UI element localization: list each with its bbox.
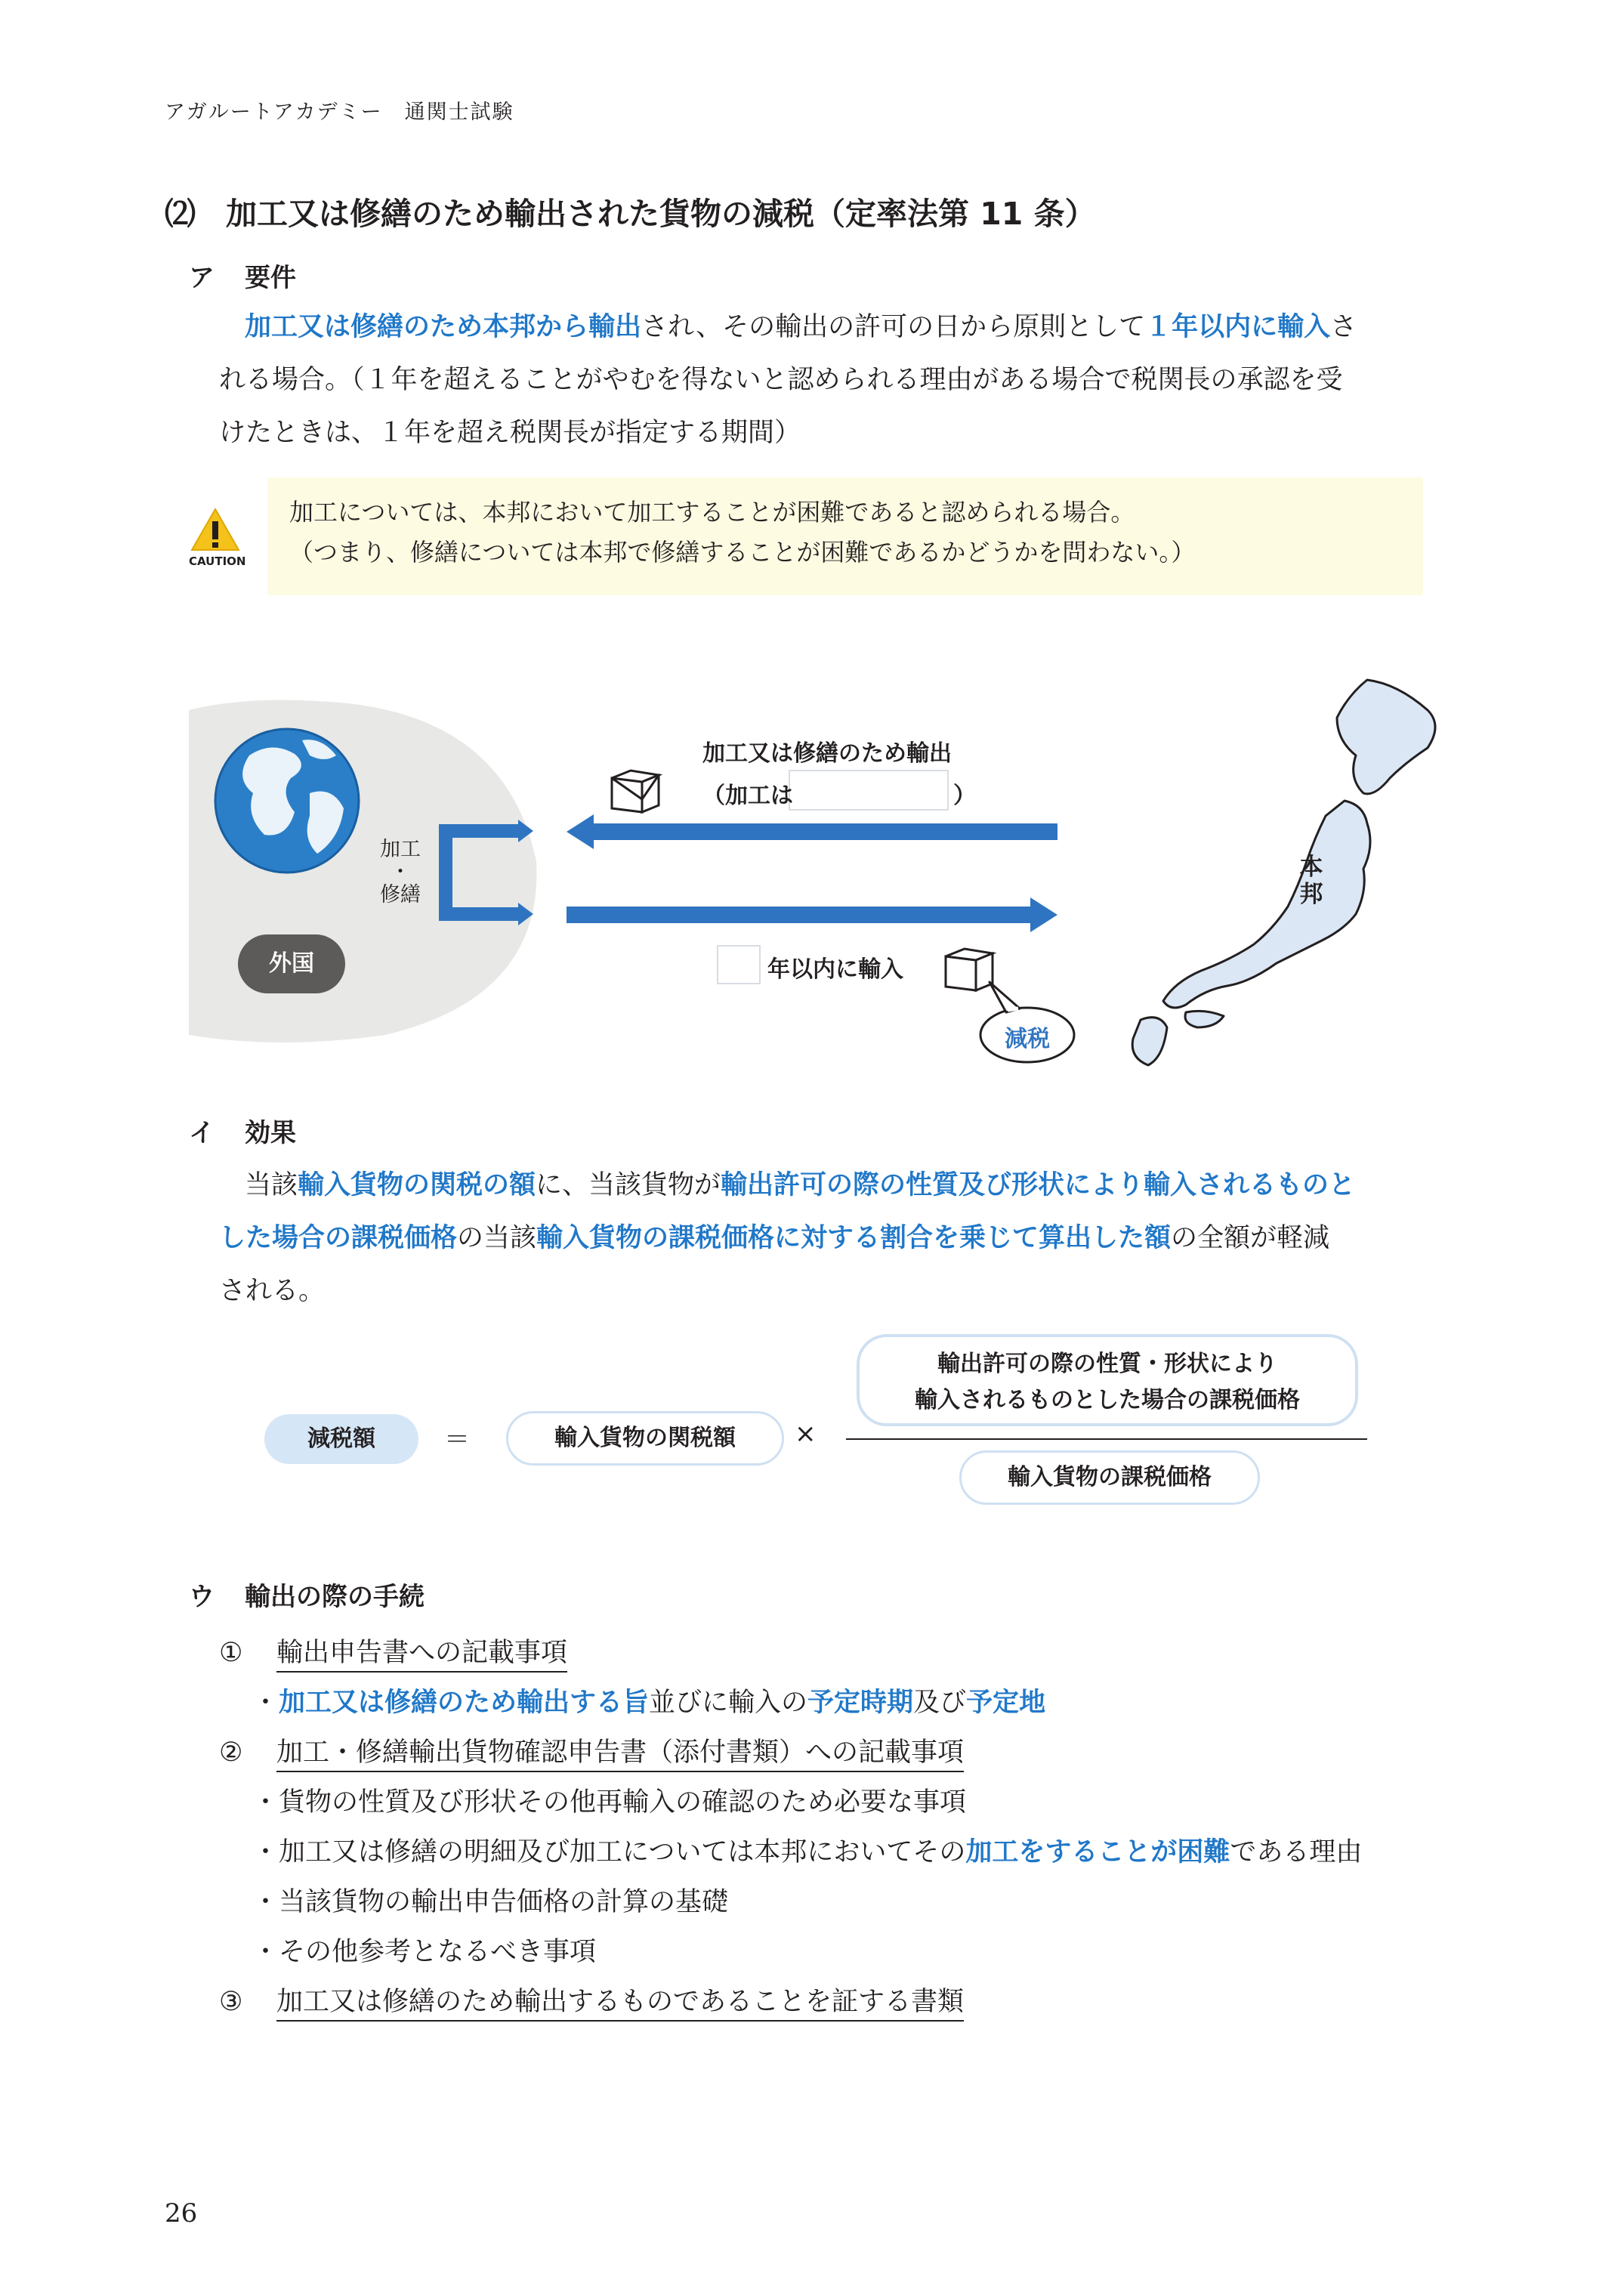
highlight-text: １年以内に輸入 (1145, 312, 1331, 342)
body-text: の全額が軽減 (1171, 1223, 1330, 1253)
kakou-suffix-label: ） (953, 783, 976, 809)
bullet: ・ (252, 1937, 279, 1967)
body-text: さ (1330, 312, 1357, 342)
list-title: 輸出申告書への記載事項 (276, 1638, 567, 1673)
bullet: ・ (252, 1688, 279, 1718)
highlight-text: 輸入貨物の課税価格に対する割合を乗じて算出した額 (536, 1223, 1172, 1253)
process-label-top: 加工 (380, 838, 421, 861)
bullet: ・ (252, 1787, 279, 1818)
subsection-b-title: 効果 (245, 1118, 296, 1148)
body-text: 並びに輸入の (649, 1688, 808, 1718)
bullet: ・ (252, 1837, 279, 1867)
body-text: 当該貨物の輸出申告価格の計算の基礎 (279, 1887, 729, 1917)
body-text: に、当該貨物が (536, 1170, 721, 1200)
body-text: けたときは、１年を超え税関長が指定する期間） (219, 418, 801, 448)
caution-icon-label: CAUTION (189, 554, 246, 568)
list-item (219, 1632, 567, 1670)
body-text: され、その輸出の許可の日から原則として (641, 312, 1146, 342)
highlight-text: 加工又は修繕のため本邦から輸出 (245, 312, 642, 342)
highlight-text: 加工をすることが困難 (965, 1837, 1230, 1867)
list-subitem (252, 1831, 1362, 1869)
body-text: の当該 (457, 1223, 537, 1253)
body-text: である理由 (1230, 1837, 1363, 1867)
caution-line: （つまり、修繕については本邦で修繕することが困難であるかどうかを問わない。） (289, 538, 1196, 567)
export-label: 加工又は修繕のため輸出 (702, 740, 952, 767)
formula-denominator: 輸入貨物の課税価格 (959, 1450, 1260, 1505)
highlight-text: 加工又は修繕のため輸出する旨 (279, 1688, 650, 1718)
highlight-text: 輸出許可の際の性質及び形状により輸入されるものと (721, 1170, 1356, 1200)
list-subitem (252, 1931, 596, 1969)
body-text: れる場合。（１年を超えることがやむを得ないと認められる理由がある場合で税関長の承認を受 (219, 365, 1343, 395)
highlight-text: した場合の課税価格 (219, 1223, 458, 1253)
highlight-text: 予定地 (966, 1688, 1046, 1718)
body-text: 当該 (245, 1170, 298, 1200)
fraction-bar (846, 1438, 1367, 1440)
caution-icon (189, 508, 246, 573)
genzei-bubble-text: 減税 (1005, 1026, 1050, 1052)
subsection-c-title: 輸出の際の手続 (245, 1582, 425, 1612)
honpo-label (1296, 854, 1326, 908)
subsection-c-heading (189, 1576, 425, 1613)
formula-numerator (857, 1334, 1358, 1426)
list-subitem (252, 1682, 1045, 1719)
list-subitem (252, 1781, 966, 1819)
list-number: ② (219, 1737, 243, 1768)
body-text: される。 (219, 1276, 326, 1306)
kakou-prefix-label: （加工は (702, 783, 793, 809)
subsection-a-mark: ア (189, 263, 215, 293)
process-label-bottom: 修繕 (380, 883, 421, 907)
page-number: 26 (165, 2198, 198, 2229)
subsection-a-title: 要件 (245, 263, 296, 293)
section-number: ⑵ (165, 196, 196, 232)
formula-lhs: 減税額 (264, 1414, 418, 1464)
formula-numerator-line: 輸出許可の際の性質・形状により (937, 1351, 1277, 1377)
export-import-diagram (189, 665, 1458, 1073)
process-label (378, 839, 423, 907)
body-text: 貨物の性質及び形状その他再輸入の確認のため必要な事項 (279, 1787, 967, 1818)
bullet: ・ (252, 1887, 279, 1917)
caution-line: 加工については、本邦において加工することが困難であると認められる場合。 (289, 498, 1135, 527)
subsection-a-heading (189, 257, 296, 294)
honpo-label-char: 邦 (1299, 881, 1323, 908)
subsection-b-mark: イ (189, 1118, 215, 1148)
highlight-text: 輸入貨物の関税の額 (298, 1170, 536, 1200)
body-text: 加工又は修繕の明細及び加工については本邦においてその (279, 1837, 966, 1867)
list-subitem (252, 1881, 728, 1919)
reduction-formula (257, 1330, 1390, 1526)
formula-equals: ＝ (444, 1425, 470, 1455)
list-number: ③ (219, 1987, 243, 2017)
import-label: 年以内に輸入 (767, 956, 903, 983)
list-title: 加工又は修繕のため輸出するものであることを証する書類 (276, 1987, 964, 2022)
subsection-b-heading (189, 1112, 296, 1149)
list-item (219, 1981, 964, 2019)
foreign-badge: 外国 (238, 934, 345, 993)
formula-duty-term: 輸入貨物の関税額 (506, 1411, 784, 1466)
highlight-text: 予定時期 (807, 1688, 914, 1718)
list-title: 加工・修繕輸出貨物確認申告書（添付書類）への記載事項 (276, 1737, 964, 1772)
formula-times: × (795, 1419, 817, 1449)
formula-numerator-line: 輸入されるものとした場合の課税価格 (915, 1387, 1300, 1413)
body-text: その他参考となるべき事項 (279, 1937, 597, 1967)
running-header: アガルートアカデミー 通関士試験 (165, 100, 514, 124)
subsection-c-mark: ウ (189, 1582, 215, 1612)
requirement-paragraph (219, 301, 1443, 459)
list-item (219, 1731, 964, 1769)
section-title-text: 加工又は修繕のため輸出された貨物の減税（定率法第 11 条） (226, 196, 1096, 232)
honpo-label-char: 本 (1299, 854, 1323, 881)
process-label-dot: ・ (390, 860, 411, 884)
caution-text (289, 493, 1195, 573)
body-text: 及び (913, 1688, 967, 1718)
section-title (165, 189, 1096, 233)
effect-paragraph (219, 1159, 1443, 1317)
list-number: ① (219, 1638, 243, 1668)
